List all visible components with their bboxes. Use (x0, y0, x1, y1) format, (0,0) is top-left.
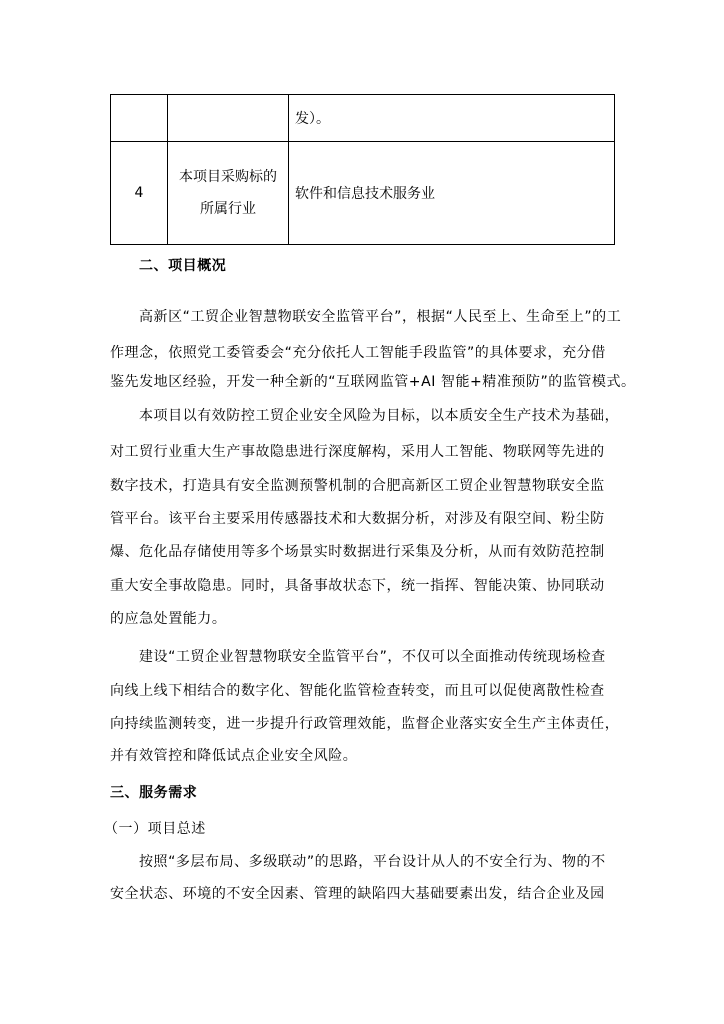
paragraph-line: 高新区“工贸企业智慧物联安全监管平台”，根据“人民至上、生命至上”的工 (139, 309, 622, 325)
subsection-heading: （一）项目总述 (104, 821, 206, 837)
paragraph-line: 建设“工贸企业智慧物联安全监管平台”，不仅可以全面推动传统现场检查 (139, 649, 606, 665)
paragraph-line: 对工贸行业重大生产事故隐患进行深度解构，采用人工智能、物联网等先进的 (110, 444, 605, 460)
paragraph-line: 本项目以有效防控工贸企业安全风险为目标，以本质安全生产技术为基础， (139, 408, 620, 424)
paragraph-line: 管平台。该平台主要采用传感器技术和大数据分析，对涉及有限空间、粉尘防 (110, 511, 605, 527)
paragraph-line: 向持续监测转变，进一步提升行政管理效能，监督企业落实安全生产主体责任， (110, 716, 620, 732)
paragraph-line: 作理念，依照党工委管委会“充分依托人工智能手段监管”的具体要求，充分借 (110, 345, 606, 361)
paragraph-line: 的应急处置能力。 (110, 611, 227, 627)
table-cell-name-line: 本项目采购标的 (179, 169, 277, 185)
paragraph-line: 安全状态、环境的不安全因素、管理的缺陷四大基础要素出发，结合企业及园 (110, 886, 605, 902)
table-cell-value: 软件和信息技术服务业 (289, 142, 615, 245)
table-cell-name (168, 95, 289, 142)
info-table (110, 94, 615, 245)
table-cell-no (111, 95, 168, 142)
paragraph-line: 并有效管控和降低试点企业安全风险。 (110, 748, 358, 764)
paragraph-line: 向线上线下相结合的数字化、智能化监管检查转变，而且可以促使离散性检查 (110, 683, 605, 699)
section-heading: 三、服务需求 (110, 785, 198, 801)
table-row (111, 95, 615, 142)
table-cell-value: 发）。 (289, 95, 615, 142)
paragraph-line: 数字技术，打造具有安全监测预警机制的合肥高新区工贸企业智慧物联安全监 (110, 478, 605, 494)
section-heading: 二、项目概况 (139, 258, 227, 274)
paragraph-line: 重大安全事故隐患。同时，具备事故状态下，统一指挥、智能决策、协同联动 (110, 578, 605, 594)
table-cell-name-line: 所属行业 (200, 201, 256, 217)
table-row (111, 142, 615, 245)
table-cell-no: 4 (111, 142, 168, 245)
paragraph-line: 鉴先发地区经验，开发一种全新的“互联网监管+AI 智能+精准预防”的监管模式。 (110, 374, 636, 390)
paragraph-line: 按照“多层布局、多级联动”的思路，平台设计从人的不安全行为、物的不 (139, 854, 606, 870)
paragraph-line: 爆、危化品存储使用等多个场景实时数据进行采集及分析，从而有效防范控制 (110, 544, 605, 560)
table-cell-name (168, 142, 289, 245)
